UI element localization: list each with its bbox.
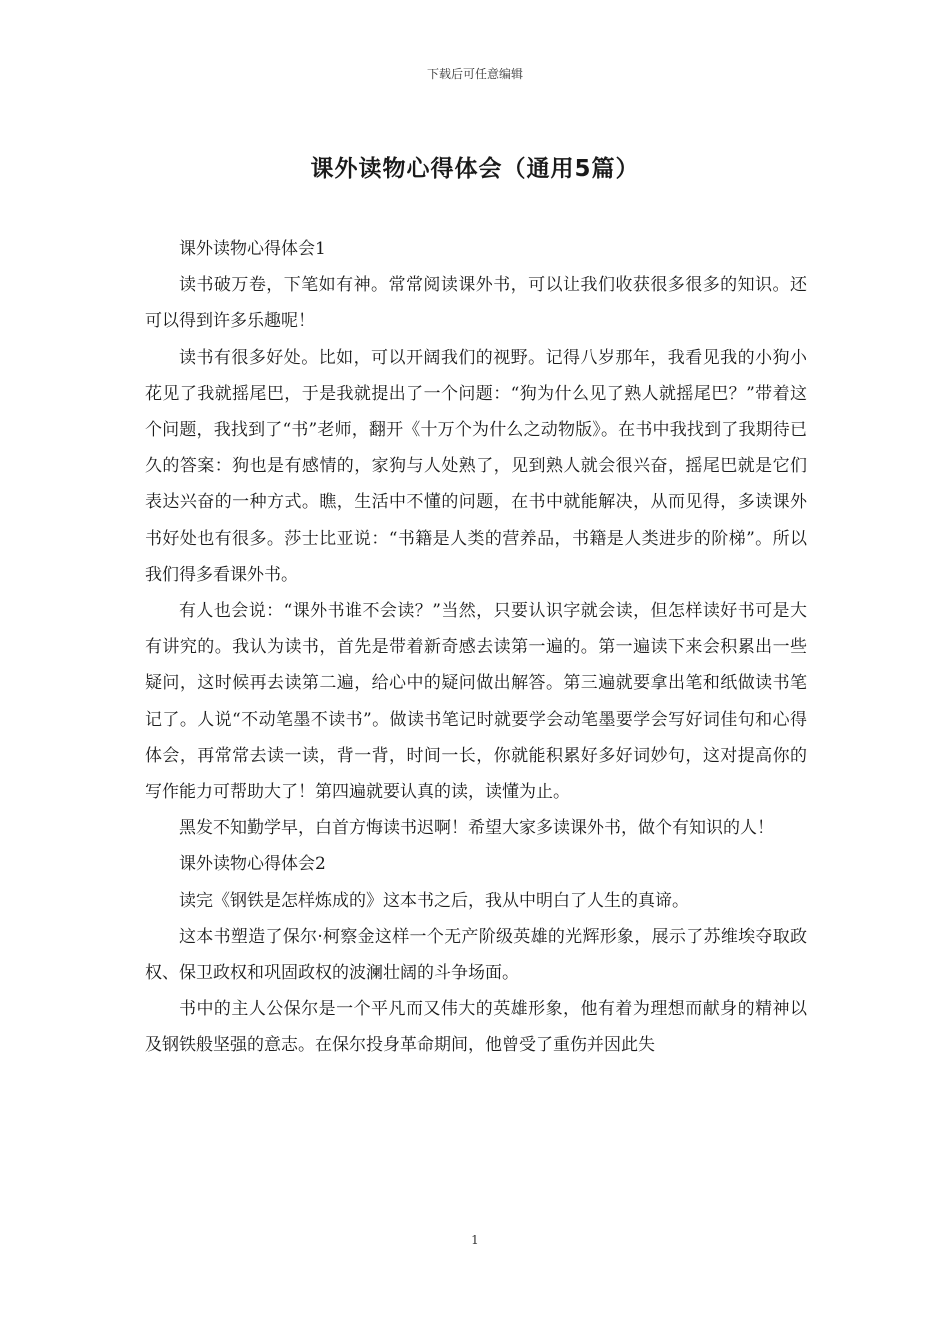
section-heading-1: 课外读物心得体会1: [179, 239, 326, 259]
paragraph: 读书破万卷，下笔如有神。常常阅读课外书，可以让我们收获很多很多的知识。还可以得到许多乐趣呢！: [145, 275, 807, 332]
paragraph: 黑发不知勤学早，白首方悔读书迟啊！希望大家多读课外书，做个有知识的人！: [179, 818, 774, 839]
paragraph: 读书有很多好处。比如，可以开阔我们的视野。记得八岁那年，我看见我的小狗小花见了我就摇尾巴，于是我就提出了一个问题：“狗为什么见了熟人就摇尾巴？”带着这个问题，我找到了“书”老师，翻开《十万个为什么之动物版》。在书中我找到了我期待已久的答案：狗也是有感情的，家狗与人处熟了，见到熟人就会很兴奋，摇尾巴就是它们表达兴奋的一种方式。瞧，生活中不懂的问题，在书中就能解决，从而见得，多读课外书好处也有很多。莎士比亚说：“书籍是人类的营养品，书籍是人类进步的阶梯”。所以我们得多看课外书。: [145, 347, 807, 585]
paragraph: 读完《钢铁是怎样炼成的》这本书之后，我从中明白了人生的真谛。: [179, 890, 689, 911]
page-header-note: 下载后可任意编辑: [426, 67, 523, 81]
paragraph: 有人也会说：“课外书谁不会读？”当然，只要认识字就会读，但怎样读好书可是大有讲究的。我认为读书，首先是带着新奇感去读第一遍的。第一遍读下来会积累出一些疑问，这时候再去读第二遍，给心中的疑问做出解答。第三遍就要拿出笔和纸做读书笔记了。人说“不动笔墨不读书”。做读书笔记时就要学会动笔墨要学会写好词佳句和心得体会，再常常去读一读，背一背，时间一长，你就能积累好多好词妙句，这对提高你的写作能力可帮助大了！第四遍就要认真的读，读懂为止。: [145, 601, 807, 803]
paragraph: 这本书塑造了保尔·柯察金这样一个无产阶级英雄的光辉形象，展示了苏维埃夺取政权、保卫政权和巩固政权的波澜壮阔的斗争场面。: [145, 926, 807, 984]
section-heading-2: 课外读物心得体会2: [179, 854, 326, 875]
document-body: [145, 231, 807, 1064]
paragraph: 书中的主人公保尔是一个平凡而又伟大的英雄形象，他有着为理想而献身的精神以及钢铁般坚强的意志。在保尔投身革命期间，他曾受了重伤并因此失: [145, 999, 807, 1056]
document-title: 课外读物心得体会（通用5篇）: [310, 156, 640, 182]
page-number: 1: [471, 1233, 479, 1247]
